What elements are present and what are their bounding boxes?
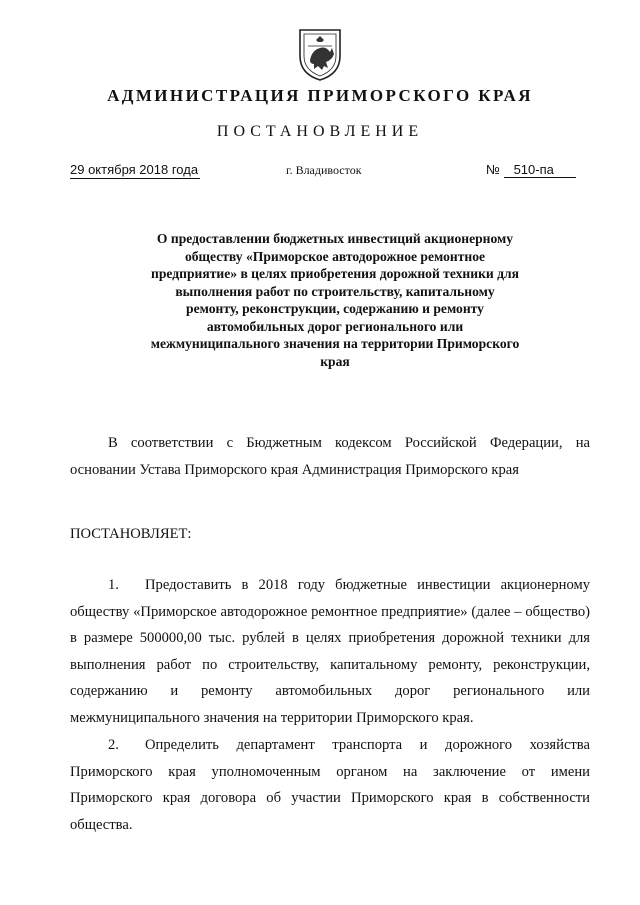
organization-name: АДМИНИСТРАЦИЯ ПРИМОРСКОГО КРАЯ [107,86,533,105]
number-value: 510-па [504,162,576,178]
document-number [486,162,576,178]
document-city: г. Владивосток [286,163,362,177]
item-number: 2. [108,737,119,753]
intro-paragraph: В соответствии с Бюджетным кодексом Российской Федерации, на основании Устава Приморского края Администрация Приморского края [70,435,590,478]
document-date [70,162,200,177]
item-text: Определить департамент транспорта и дорожного хозяйства Приморского края уполномоченным органом на заключение от имени Приморского края договора об участии Приморского края в собственности общества. [70,737,590,833]
item-text: Предоставить в 2018 году бюджетные инвестиции акционерному обществу «Приморское автодорожное ремонтное предприятие» (далее – общество) в размере 500000,00 тыс. рублей в целях приобретения дорожной техники для выполнения работ по строительству, капитальному ремонту, реконструкции, содержанию и ремонту автомобильных дорог регионального или межмуниципального значения на территории Приморского края. [70,577,590,726]
document-title: О предоставлении бюджетных инвестиций акционерному обществу «Приморское автодорожное ремонтное предприятие» в целях приобретения дорожной техники для выполнения работ по строительству, капитальному ремонту, реконструкции, содержанию и ремонту автомобильных дорог регионального или межмуниципального значения на территории Приморского края [150,231,520,369]
list-item [70,572,590,731]
list-item [70,732,590,838]
document-type: ПОСТАНОВЛЕНИЕ [216,123,424,140]
coat-of-arms-icon [296,26,344,82]
item-number: 1. [108,577,119,593]
document-date-value: 29 октября 2018 года [70,162,199,177]
decree-heading: ПОСТАНОВЛЯЕТ: [70,526,192,542]
number-label: № [486,162,500,177]
